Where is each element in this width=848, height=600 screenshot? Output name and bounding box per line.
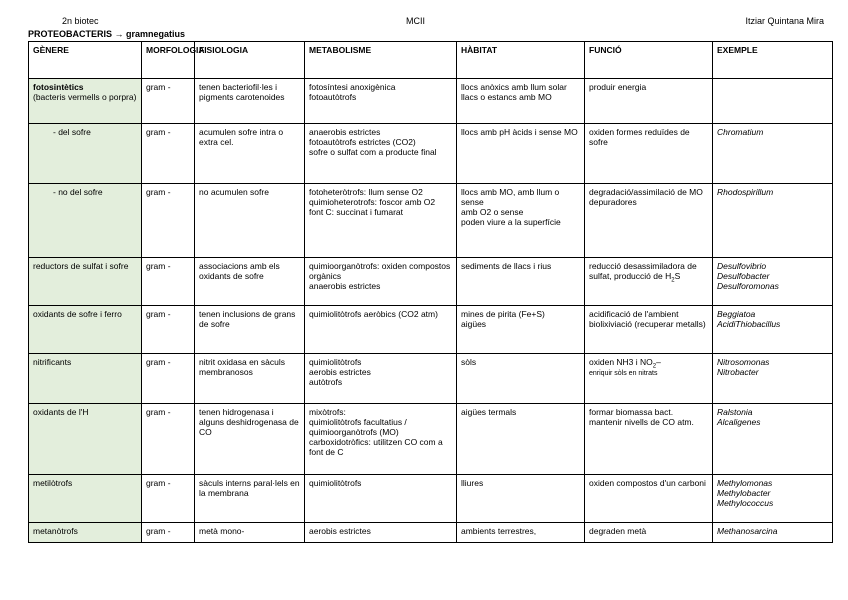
cell-funcio: degraden metà (585, 523, 713, 543)
cell-funcio (585, 354, 713, 404)
table-header-row (29, 42, 833, 79)
cell-genere (29, 124, 142, 184)
cell-habitat: sòls (457, 354, 585, 404)
table-row (29, 79, 833, 124)
cell-exemple: Chromatium (713, 124, 833, 184)
cell-genere: metilòtrofs (29, 475, 142, 523)
cell-fisiologia: acumulen sofre intra o extra cel. (195, 124, 305, 184)
cell-morfologia: gram - (142, 306, 195, 354)
cell-habitat: aigües termals (457, 404, 585, 475)
cell-exemple: Methylomonas Methylobacter Methylococcus (713, 475, 833, 523)
table-row (29, 404, 833, 475)
cell-genere: oxidants de l'H (29, 404, 142, 475)
cell-habitat: llocs amb pH àcids i sense MO (457, 124, 585, 184)
funcio-suffix: S (674, 271, 681, 281)
cell-metabolisme: quimiolitòtrofs aeròbics (CO2 atm) (305, 306, 457, 354)
col-header-metabolisme: METABOLISME (305, 42, 457, 79)
cell-morfologia: gram - (142, 124, 195, 184)
cell-habitat: llocs amb MO, amb llum o sense amb O2 o sense poden viure a la superfície (457, 184, 585, 258)
table-row (29, 523, 833, 543)
table-row (29, 306, 833, 354)
cell-metabolisme: mixòtrofs: quimiolitòtrofs facultatius / quimioorganòtrofs (MO) carboxidotròfics: utilitzen CO com a font de C (305, 404, 457, 475)
funcio-text: reducció desassimiladora de sulfat, producció de H (589, 261, 697, 281)
cell-metabolisme: quimiolitòtrofs (305, 475, 457, 523)
cell-habitat: llocs anòxics amb llum solar llacs o estancs amb MO (457, 79, 585, 124)
section-subtitle: PROTEOBACTERIS → gramnegatius (28, 29, 186, 39)
cell-morfologia: gram - (142, 475, 195, 523)
col-header-exemple: EXEMPLE (713, 42, 833, 79)
cell-fisiologia: tenen bacteriofil·les i pigments carotenoides (195, 79, 305, 124)
cell-exemple: Nitrosomonas Nitrobacter (713, 354, 833, 404)
cell-morfologia: gram - (142, 79, 195, 124)
cell-funcio: oxiden formes reduïdes de sofre (585, 124, 713, 184)
cell-fisiologia: associacions amb els oxidants de sofre (195, 258, 305, 306)
cell-genere: reductors de sulfat i sofre (29, 258, 142, 306)
cell-fisiologia: tenen inclusions de grans de sofre (195, 306, 305, 354)
cell-morfologia: gram - (142, 404, 195, 475)
cell-genere (29, 79, 142, 124)
col-header-genere: GÈNERE (29, 42, 142, 79)
table-row (29, 258, 833, 306)
cell-exemple (713, 79, 833, 124)
cell-funcio (585, 258, 713, 306)
cell-funcio: degradació/assimilació de MO depuradores (585, 184, 713, 258)
cell-genere: nitrificants (29, 354, 142, 404)
genere-label: - no del sofre (53, 187, 103, 197)
bacteria-table (28, 41, 833, 543)
col-header-habitat: HÀBITAT (457, 42, 585, 79)
cell-exemple: Ralstonia Alcaligenes (713, 404, 833, 475)
cell-morfologia: gram - (142, 258, 195, 306)
cell-funcio: formar biomassa bact. mantenir nivells de CO atm. (585, 404, 713, 475)
cell-genere (29, 184, 142, 258)
cell-genere: metanòtrofs (29, 523, 142, 543)
cell-habitat: lliures (457, 475, 585, 523)
table-row (29, 354, 833, 404)
header-author: Itziar Quintana Mira (745, 16, 824, 26)
cell-exemple: Desulfovibrio Desulfobacter Desulforomonas (713, 258, 833, 306)
cell-fisiologia: tenen hidrogenasa i alguns deshidrogenasa de CO (195, 404, 305, 475)
table-row (29, 124, 833, 184)
cell-funcio: produir energia (585, 79, 713, 124)
cell-morfologia: gram - (142, 523, 195, 543)
header-subject: MCII (406, 16, 425, 26)
cell-habitat: mines de pirita (Fe+S) aigües (457, 306, 585, 354)
cell-fisiologia: no acumulen sofre (195, 184, 305, 258)
cell-genere: oxidants de sofre i ferro (29, 306, 142, 354)
col-header-morfologia: MORFOLOGIA (142, 42, 195, 79)
cell-funcio: oxiden compostos d'un carboni (585, 475, 713, 523)
funcio-subscript: 2 (671, 277, 675, 284)
funcio-text: oxiden NH3 i NO (589, 357, 653, 367)
cell-exemple: Beggiatoa AcidiThiobacillus (713, 306, 833, 354)
genere-title: fotosintètics (33, 82, 84, 92)
cell-habitat: ambients terrestres, (457, 523, 585, 543)
cell-fisiologia: metà mono- (195, 523, 305, 543)
cell-morfologia: gram - (142, 354, 195, 404)
table-row (29, 475, 833, 523)
table-row (29, 184, 833, 258)
funcio-suffix: – (656, 357, 661, 367)
cell-exemple: Rhodospirillum (713, 184, 833, 258)
funcio-subscript: 2 (652, 363, 657, 370)
cell-metabolisme: fotosíntesi anoxigènica fotoautòtrofs (305, 79, 457, 124)
cell-metabolisme: quimioorganòtrofs: oxiden compostos orgànics anaerobis estrictes (305, 258, 457, 306)
col-header-fisiologia: FISIOLOGIA (195, 42, 305, 79)
cell-metabolisme: anaerobis estrictes fotoautòtrofs estrictes (CO2) sofre o sulfat com a producte final (305, 124, 457, 184)
cell-fisiologia: sàculs interns paral·lels en la membrana (195, 475, 305, 523)
header-course: 2n biotec (62, 16, 99, 26)
genere-label: - del sofre (53, 127, 91, 137)
cell-exemple: Methanosarcina (713, 523, 833, 543)
funcio-note: enriquir sòls en nitrats (589, 370, 658, 377)
cell-fisiologia: nitrit oxidasa en sàculs membranosos (195, 354, 305, 404)
cell-metabolisme: aerobis estrictes (305, 523, 457, 543)
col-header-funcio: FUNCIÓ (585, 42, 713, 79)
cell-funcio: acidificació de l'ambient biolixiviació (recuperar metalls) (585, 306, 713, 354)
cell-metabolisme: quimiolitòtrofs aerobis estrictes autòtrofs (305, 354, 457, 404)
cell-metabolisme: fotoheteròtrofs: llum sense O2 quimioheterotrofs: foscor amb O2 font C: succinat i fumarat (305, 184, 457, 258)
cell-morfologia: gram - (142, 184, 195, 258)
cell-habitat: sediments de llacs i rius (457, 258, 585, 306)
genere-note: (bacteris vermells o porpra) (33, 92, 137, 102)
